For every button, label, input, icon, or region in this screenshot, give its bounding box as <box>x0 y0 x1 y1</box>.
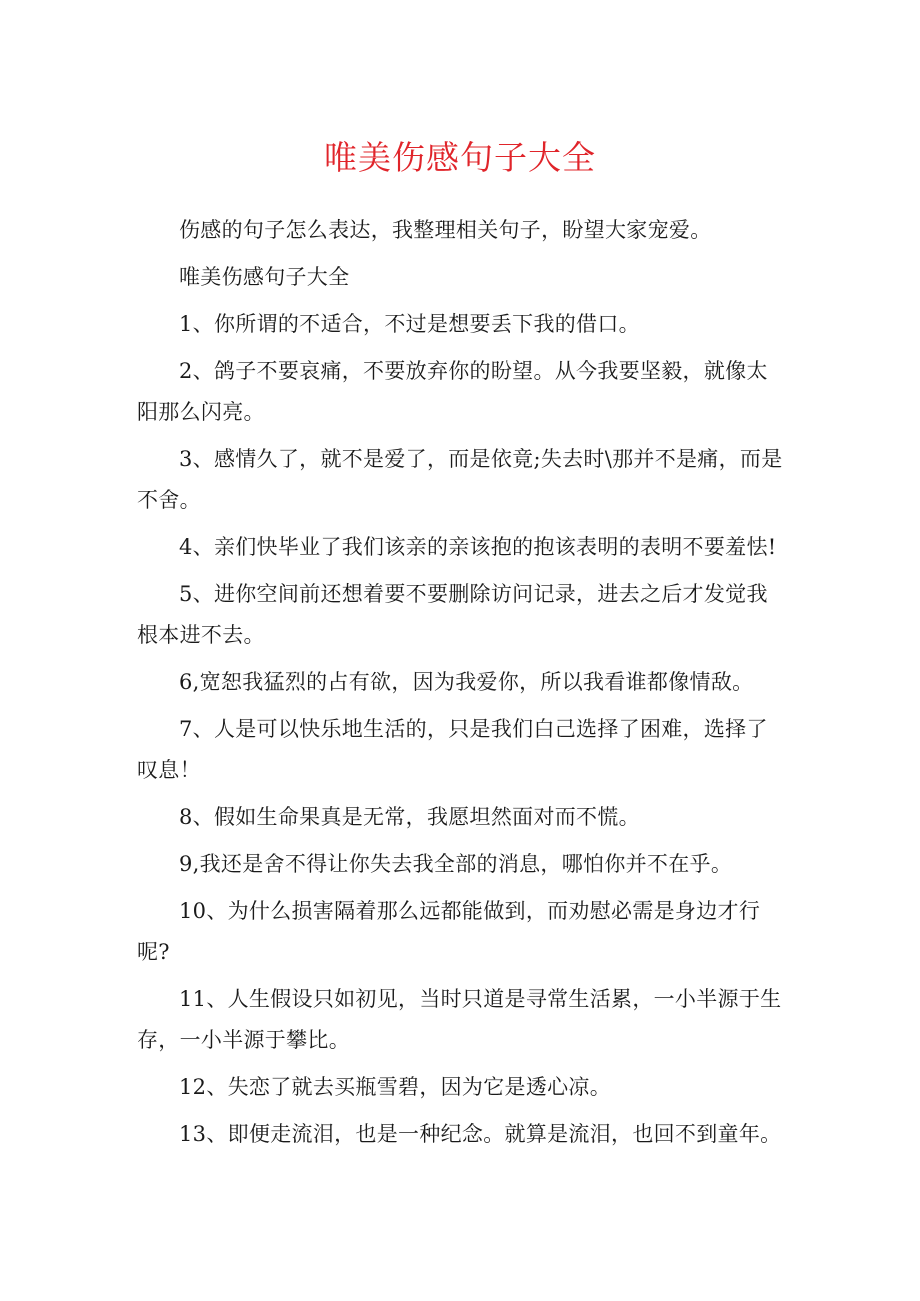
document-title: 唯美伤感句子大全 <box>324 138 596 177</box>
paragraph-item-11: 11、人生假设只如初见，当时只道是寻常生活累，一小半源于生存，一小半源于攀比。 <box>137 987 782 1052</box>
paragraph-item-8: 8、假如生命果真是无常，我愿坦然面对而不慌。 <box>179 805 640 829</box>
paragraph-item-9: 9,我还是舍不得让你失去我全部的消息，哪怕你并不在乎。 <box>179 852 733 876</box>
paragraph-item-6: 6,宽恕我猛烈的占有欲，因为我爱你，所以我看谁都像情敌。 <box>179 670 754 694</box>
paragraph-item-3: 3、感情久了，就不是爱了，而是依竟;失去时\那并不是痛，而是不舍。 <box>137 447 783 512</box>
paragraph-item-2: 2、鸽子不要哀痛，不要放弃你的盼望。从今我要坚毅，就像太阳那么闪亮。 <box>137 359 768 424</box>
paragraph-subtitle: 唯美伤感句子大全 <box>179 265 350 289</box>
paragraph-item-13: 13、即便走流泪，也是一种纪念。就算是流泪，也回不到童年。 <box>179 1122 782 1146</box>
paragraph-item-1: 1、你所谓的不适合，不过是想要丢下我的借口。 <box>179 312 640 336</box>
paragraph-item-10: 10、为什么损害隔着那么远都能做到，而劝慰必需是身边才行呢? <box>137 899 761 964</box>
paragraph-item-5: 5、进你空间前还想着要不要删除访问记录，进去之后才发觉我根本进不去。 <box>137 582 768 647</box>
paragraph-item-4: 4、亲们快毕业了我们该亲的亲该抱的抱该表明的表明不要羞怯! <box>179 535 777 559</box>
paragraph-item-7: 7、人是可以快乐地生活的，只是我们白己选择了困难，选择了叹息！ <box>137 717 768 782</box>
paragraph-intro: 伤感的句子怎么表达，我整理相关句子，盼望大家宠爱。 <box>179 218 712 242</box>
document-body <box>137 210 787 1161</box>
paragraph-item-12: 12、失恋了就去买瓶雪碧，因为它是透心凉。 <box>179 1075 612 1099</box>
